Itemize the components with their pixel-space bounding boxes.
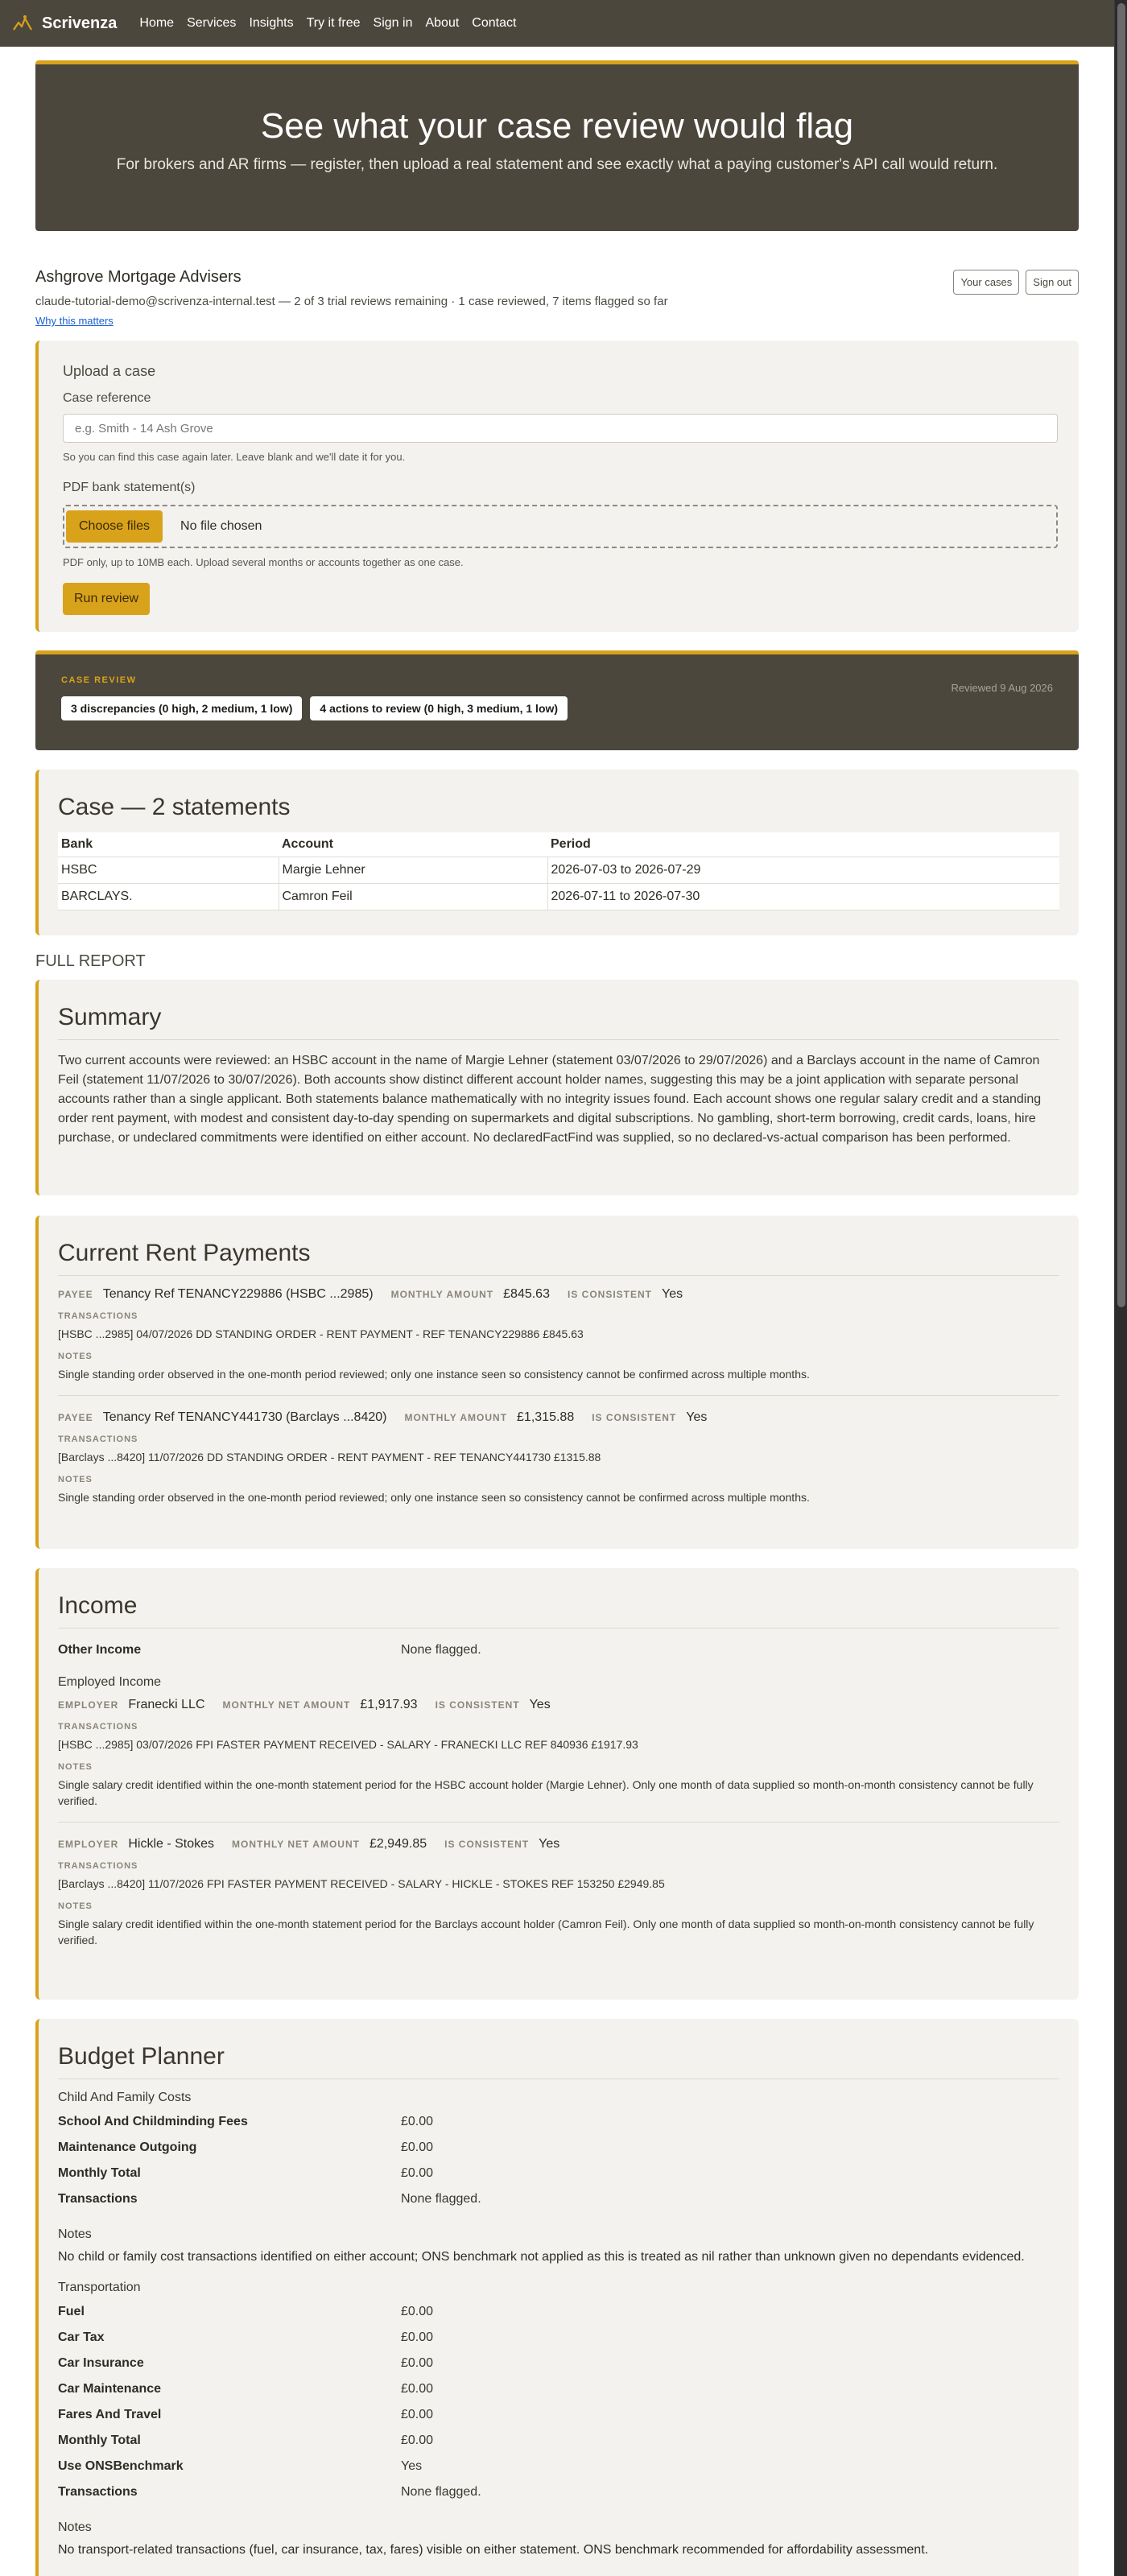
budget-row: [58, 2330, 1059, 2345]
nav-sign-in[interactable]: Sign in: [373, 16, 413, 30]
rent-entry: [58, 1276, 1059, 1382]
review-date: Reviewed 9 Aug 2026: [951, 682, 1053, 694]
account-actions: [953, 270, 1079, 295]
budget-row-value: £0.00: [401, 2140, 434, 2154]
transactions-label: TRANSACTIONS: [58, 1311, 138, 1321]
budget-row: [58, 2166, 1059, 2181]
is-consistent-label: IS CONSISTENT: [435, 1699, 520, 1711]
employer-label: EMPLOYER: [58, 1839, 119, 1850]
child-family-heading: Child And Family Costs: [58, 2091, 192, 2104]
budget-row-value: £0.00: [401, 2305, 434, 2318]
budget-row: [58, 2356, 1059, 2371]
scrollbar-thumb[interactable]: [1117, 3, 1125, 1307]
file-status: No file chosen: [180, 519, 262, 533]
cell-account: Camron Feil: [279, 884, 547, 910]
discrepancies-pill: 3 discrepancies (0 high, 2 medium, 1 low): [61, 696, 302, 720]
col-period: Period: [547, 832, 1059, 857]
col-account: Account: [279, 832, 547, 857]
budget-row: [58, 2192, 1059, 2207]
case-review-label: CASE REVIEW: [61, 675, 137, 685]
budget-row-value: £0.00: [401, 2166, 434, 2180]
choose-files-button[interactable]: Choose files: [66, 510, 163, 543]
budget-planner-card: [35, 2019, 1079, 2576]
cell-bank: HSBC: [58, 857, 279, 884]
budget-row: [58, 2408, 1059, 2422]
other-income-row: [58, 1643, 1059, 1657]
nav-try-it-free[interactable]: Try it free: [306, 16, 361, 30]
child-notes-heading: Notes: [58, 2227, 92, 2241]
budget-row: [58, 2485, 1059, 2500]
brand[interactable]: [11, 12, 117, 35]
notes-label: NOTES: [58, 1762, 93, 1772]
is-consistent-value: Yes: [529, 1698, 551, 1711]
transactions-value: [Barclays ...8420] 11/07/2026 DD STANDING ORDER - RENT PAYMENT - REF TENANCY441730 £1315.88: [58, 1451, 601, 1463]
other-income-label: Other Income: [58, 1643, 142, 1657]
budget-row-label: Use ONSBenchmark: [58, 2459, 184, 2473]
cell-account: Margie Lehner: [279, 857, 547, 884]
income-summary-line: [58, 1837, 1059, 1852]
payee-value: Tenancy Ref TENANCY229886 (HSBC ...2985): [102, 1287, 374, 1301]
monthly-amount-label: MONTHLY AMOUNT: [404, 1412, 508, 1423]
budget-row-label: Car Maintenance: [58, 2382, 162, 2396]
notes-value: Single salary credit identified within the one-month statement period for the HSBC account holder (Margie Lehner). Only one month of data supplied so month-on-month consistency cannot be fully verified.: [58, 1778, 1034, 1807]
notes-value: Single standing order observed in the one-month period reviewed; only one instance seen so consistency cannot be confirmed across multiple months.: [58, 1491, 810, 1504]
monthly-amount-value: £1,315.88: [517, 1410, 575, 1424]
account-header: [35, 268, 1079, 332]
upload-title: Upload a case: [63, 363, 156, 379]
budget-row: [58, 2115, 1059, 2129]
is-consistent-value: Yes: [686, 1410, 708, 1424]
transactions-label: TRANSACTIONS: [58, 1435, 138, 1444]
case-reference-hint: So you can find this case again later. Leave blank and we'll date it for you.: [63, 451, 406, 463]
child-notes-text: No child or family cost transactions identified on either account; ONS benchmark not applied as this is treated as nil rather than unknown given no dependants evidenced.: [58, 2250, 1025, 2264]
rent-payments-card: [35, 1216, 1079, 1549]
rent-summary-line: [58, 1287, 1059, 1302]
rent-title: Current Rent Payments: [58, 1240, 1059, 1276]
budget-row: [58, 2140, 1059, 2155]
budget-row: [58, 2459, 1059, 2474]
transactions-value: [Barclays ...8420] 11/07/2026 FPI FASTER PAYMENT RECEIVED - SALARY - HICKLE - STOKES REF 153250 £2949.85: [58, 1877, 665, 1890]
summary-card: [35, 980, 1079, 1195]
bank-statement-label: PDF bank statement(s): [63, 481, 196, 494]
payee-value: Tenancy Ref TENANCY441730 (Barclays ...8420): [102, 1410, 387, 1424]
table-row: [58, 884, 1059, 910]
employed-income-heading: Employed Income: [58, 1675, 162, 1689]
budget-row: [58, 2434, 1059, 2448]
transport-notes-text: No transport-related transactions (fuel, car insurance, tax, fares) visible on either statement. ONS benchmark recommended for affordability assessment.: [58, 2543, 929, 2557]
account-meta: claude-tutorial-demo@scrivenza-internal.test — 2 of 3 trial reviews remaining · 1 case reviewed, 7 items flagged so far: [35, 295, 668, 308]
nav-home[interactable]: Home: [139, 16, 175, 30]
notes-value: Single standing order observed in the one-month period reviewed; only one instance seen so consistency cannot be confirmed across multiple months.: [58, 1368, 810, 1381]
transactions-value: [HSBC ...2985] 03/07/2026 FPI FASTER PAYMENT RECEIVED - SALARY - FRANECKI LLC REF 840936 £1917.93: [58, 1738, 638, 1751]
notes-label: NOTES: [58, 1901, 93, 1911]
monthly-net-amount-label: MONTHLY NET AMOUNT: [232, 1839, 360, 1850]
transportation-heading: Transportation: [58, 2281, 141, 2294]
payee-label: PAYEE: [58, 1289, 93, 1300]
cell-period: 2026-07-11 to 2026-07-30: [547, 884, 1059, 910]
file-hint: PDF only, up to 10MB each. Upload several months or accounts together as one case.: [63, 556, 464, 568]
income-entry: [58, 1690, 1059, 1809]
budget-row-label: Car Insurance: [58, 2356, 144, 2370]
budget-row: [58, 2382, 1059, 2396]
budget-row-label: School And Childminding Fees: [58, 2115, 248, 2128]
summary-text: Two current accounts were reviewed: an HSBC account in the name of Margie Lehner (statement 03/07/2026 to 29/07/2026) and a Barclays account in the name of Camron Feil (statement 11/07/2026 to 30/07/2026). Both accounts show distinct different account holder names, suggesting this may be a joint application with separate personal accounts rather than a single applicant. Both statements balance mathematically with no integrity issues found. Each account shows one regular salary credit and a standing order rent payment, with modest and consistent day-to-day spending on supermarkets and digital subscriptions. No gambling, short-term borrowing, credit cards, loans, hire purchase, or undeclared commitments were identified on either account. No declaredFactFind was supplied, so no declared-vs-actual comparison has been performed.: [58, 1054, 1042, 1145]
budget-row-value: £0.00: [401, 2408, 434, 2421]
review-pills: [61, 696, 1053, 720]
budget-row-value: £0.00: [401, 2434, 434, 2447]
table-header-row: [58, 832, 1059, 857]
table-row: [58, 857, 1059, 884]
budget-row-label: Fuel: [58, 2305, 85, 2318]
budget-row-value: £0.00: [401, 2356, 434, 2370]
case-reference-input[interactable]: [63, 414, 1058, 443]
statements-title: Case — 2 statements: [58, 794, 291, 820]
budget-row: [58, 2305, 1059, 2319]
cell-bank: BARCLAYS.: [58, 884, 279, 910]
budget-row-label: Transactions: [58, 2485, 138, 2499]
employer-value: Hickle - Stokes: [128, 1837, 215, 1851]
sign-out-button[interactable]: Sign out: [1026, 270, 1079, 295]
brand-logo-icon: [11, 12, 34, 35]
nav-contact[interactable]: Contact: [472, 16, 517, 30]
income-entry: [58, 1822, 1059, 1948]
budget-row-label: Fares And Travel: [58, 2408, 162, 2421]
transport-notes-heading: Notes: [58, 2520, 92, 2534]
is-consistent-label: IS CONSISTENT: [567, 1289, 652, 1300]
other-income-value: None flagged.: [401, 1643, 481, 1657]
nav-about[interactable]: About: [425, 16, 460, 30]
budget-row-value: None flagged.: [401, 2192, 481, 2206]
is-consistent-label: IS CONSISTENT: [444, 1839, 530, 1850]
payee-label: PAYEE: [58, 1412, 93, 1423]
income-card: [35, 1568, 1079, 2000]
notes-value: Single salary credit identified within the one-month statement period for the Barclays account holder (Camron Feil). Only one month of data supplied so month-on-month consistency cannot be fully verified.: [58, 1918, 1034, 1946]
monthly-net-amount-value: £2,949.85: [369, 1837, 427, 1851]
is-consistent-label: IS CONSISTENT: [592, 1412, 677, 1423]
notes-label: NOTES: [58, 1475, 93, 1484]
budget-row-label: Monthly Total: [58, 2434, 141, 2447]
budget-row-value: None flagged.: [401, 2485, 481, 2499]
budget-row-value: Yes: [401, 2459, 423, 2473]
nav-services[interactable]: Services: [187, 16, 237, 30]
col-bank: Bank: [58, 832, 279, 857]
cell-period: 2026-07-03 to 2026-07-29: [547, 857, 1059, 884]
brand-name: Scrivenza: [42, 14, 118, 32]
income-title: Income: [58, 1592, 1059, 1629]
statements-card: [35, 770, 1079, 935]
monthly-amount-label: MONTHLY AMOUNT: [390, 1289, 494, 1300]
is-consistent-value: Yes: [662, 1287, 683, 1301]
upload-form: [35, 341, 1079, 632]
hero-title: See what your case review would flag: [260, 106, 854, 146]
notes-label: NOTES: [58, 1352, 93, 1361]
transactions-value: [HSBC ...2985] 04/07/2026 DD STANDING ORDER - RENT PAYMENT - REF TENANCY229886 £845.63: [58, 1327, 584, 1340]
statements-table: [58, 832, 1059, 910]
budget-row-label: Car Tax: [58, 2330, 105, 2344]
employer-value: Franecki LLC: [128, 1698, 205, 1711]
summary-title: Summary: [58, 1004, 1059, 1040]
why-this-matters-link[interactable]: Why this matters: [35, 315, 114, 327]
transactions-label: TRANSACTIONS: [58, 1861, 138, 1871]
budget-row-value: £0.00: [401, 2330, 434, 2344]
transactions-label: TRANSACTIONS: [58, 1722, 138, 1732]
budget-row-value: £0.00: [401, 2382, 434, 2396]
rent-summary-line: [58, 1410, 1059, 1425]
monthly-net-amount-value: £1,917.93: [360, 1698, 418, 1711]
case-reference-label: Case reference: [63, 391, 151, 405]
nav-insights[interactable]: Insights: [249, 16, 294, 30]
income-summary-line: [58, 1698, 1059, 1712]
actions-pill: 4 actions to review (0 high, 3 medium, 1 low): [310, 696, 568, 720]
budget-row-label: Maintenance Outgoing: [58, 2140, 197, 2154]
hero-subtitle: For brokers and AR firms — register, then upload a real statement and see exactly what a paying customer's API call would return.: [116, 156, 998, 173]
budget-title: Budget Planner: [58, 2043, 1059, 2079]
page-scrollbar[interactable]: [1114, 0, 1127, 2576]
rent-entry: [58, 1395, 1059, 1505]
employer-label: EMPLOYER: [58, 1699, 119, 1711]
full-report-heading: FULL REPORT: [35, 952, 146, 970]
run-review-button[interactable]: Run review: [63, 583, 150, 615]
top-navigation: [0, 0, 1114, 47]
case-review-banner: [35, 650, 1079, 750]
budget-row-label: Monthly Total: [58, 2166, 141, 2180]
your-cases-button[interactable]: Your cases: [953, 270, 1019, 295]
monthly-amount-value: £845.63: [503, 1287, 550, 1301]
is-consistent-value: Yes: [539, 1837, 560, 1851]
budget-row-label: Transactions: [58, 2192, 138, 2206]
account-name: Ashgrove Mortgage Advisers: [35, 268, 242, 286]
file-dropzone[interactable]: [63, 505, 1058, 548]
hero-banner: [35, 60, 1079, 231]
budget-row-value: £0.00: [401, 2115, 434, 2128]
monthly-net-amount-label: MONTHLY NET AMOUNT: [222, 1699, 351, 1711]
